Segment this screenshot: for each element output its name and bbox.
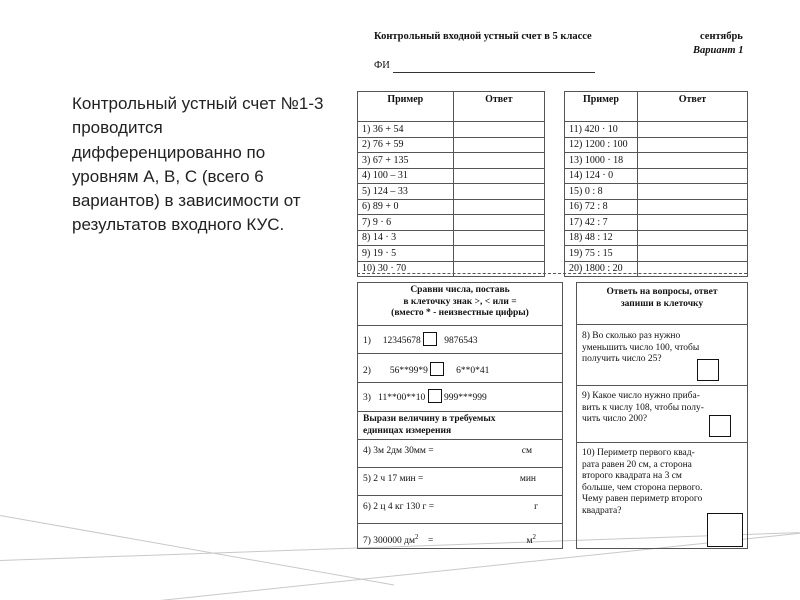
questions-header-line: запиши в клеточку: [620, 298, 704, 309]
example-cell: 6) 89 + 0: [358, 199, 454, 215]
dashed-separator: [357, 273, 747, 274]
convert-header: [358, 412, 562, 440]
question-line: чить число 200?: [582, 414, 648, 424]
answer-square[interactable]: [428, 389, 442, 403]
slide-caption: Контрольный устный счет №1-3 проводится дифференцированно по уровням А, В, С (всего 6 вариантов) в зависимости от результатов входного КУС.: [72, 94, 324, 235]
table-row: [565, 153, 748, 169]
examples-table-right: [564, 91, 748, 277]
item-number: 3): [363, 393, 371, 403]
questions-block: [576, 282, 748, 549]
name-label: ФИ: [374, 60, 390, 71]
convert-unit: г: [534, 502, 538, 512]
example-cell: 11) 420 · 10: [565, 122, 638, 138]
convert-row: [358, 468, 562, 496]
answer-cell[interactable]: [453, 215, 544, 231]
table-row: [565, 199, 748, 215]
table-row: [358, 215, 545, 231]
convert-unit: см: [521, 446, 532, 456]
question-line: 8) Во сколько раз нужно: [582, 331, 681, 341]
table-row: [358, 153, 545, 169]
compare-right-value: 999***999: [443, 393, 487, 403]
example-cell: 9) 19 · 5: [358, 246, 454, 262]
answer-cell[interactable]: [453, 230, 544, 246]
item-number: 1): [363, 336, 371, 346]
compare-left-value: 11**00**10: [378, 393, 426, 403]
convert-header-line: Вырази величину в требуемых: [363, 414, 496, 424]
questions-header-line: Ответь на вопросы, ответ: [606, 287, 718, 297]
answer-cell[interactable]: [453, 199, 544, 215]
question-line: вить к числу 108, чтобы полу-: [582, 402, 704, 413]
convert-row: [358, 496, 562, 524]
convert-question: 5) 2 ч 17 мин =: [363, 474, 424, 484]
table-row: [565, 137, 748, 153]
answer-cell[interactable]: [637, 137, 747, 153]
answer-cell[interactable]: [637, 122, 747, 138]
answer-square[interactable]: [697, 359, 719, 381]
table-row: [565, 168, 748, 184]
convert-row: [358, 440, 562, 468]
table-row: [358, 246, 545, 262]
question-row: [577, 386, 747, 443]
examples-table-left: [357, 91, 545, 277]
example-cell: 3) 67 + 135: [358, 153, 454, 169]
convert-question: 7) 300000 дм: [363, 536, 416, 547]
answer-cell[interactable]: [637, 168, 747, 184]
answer-square[interactable]: [430, 362, 444, 376]
col-answer-header: Ответ: [637, 92, 747, 122]
question-line: 9) Какое число нужно приба-: [582, 391, 700, 401]
compare-row: [358, 354, 562, 383]
convert-row: [358, 524, 562, 549]
compare-header-line: Сравни числа, поставь: [410, 285, 510, 295]
worksheet-title: Контрольный входной устный счет в 5 классе: [374, 31, 592, 42]
example-cell: 13) 1000 · 18: [565, 153, 638, 169]
compare-header: [358, 283, 562, 326]
compare-row: [358, 383, 562, 412]
compare-left-value: 12345678: [382, 336, 421, 346]
question-line: квадрата?: [582, 505, 622, 516]
superscript: 2: [415, 533, 419, 541]
col-example-header: Пример: [565, 92, 638, 122]
question-line: второго квадрата на 3 см: [582, 471, 682, 481]
answer-cell[interactable]: [453, 168, 544, 184]
convert-unit: м: [526, 536, 533, 547]
superscript: 2: [532, 533, 536, 541]
table-row: [565, 184, 748, 200]
example-cell: 5) 124 – 33: [358, 184, 454, 200]
answer-cell[interactable]: [453, 184, 544, 200]
example-cell: 17) 42 : 7: [565, 215, 638, 231]
table-row: [358, 261, 545, 277]
question-line: больше, чем сторона первого.: [582, 482, 703, 493]
answer-cell[interactable]: [637, 199, 747, 215]
example-cell: 4) 100 – 31: [358, 168, 454, 184]
answer-cell[interactable]: [453, 246, 544, 262]
compare-convert-block: [357, 282, 563, 549]
table-row: [358, 122, 545, 138]
table-row: [565, 246, 748, 262]
example-cell: 1) 36 + 54: [358, 122, 454, 138]
answer-cell[interactable]: [637, 246, 747, 262]
convert-question: 6) 2 ц 4 кг 130 г =: [363, 502, 435, 512]
question-line: рата равен 20 см, а сторона: [582, 459, 692, 470]
example-cell: 14) 124 · 0: [565, 168, 638, 184]
example-cell: 2) 76 + 59: [358, 137, 454, 153]
example-cell: 19) 75 : 15: [565, 246, 638, 262]
example-cell: 16) 72 : 8: [565, 199, 638, 215]
equals-sign: =: [428, 536, 434, 547]
name-underline: [393, 72, 595, 73]
example-cell: 10) 30 · 70: [358, 261, 454, 277]
col-example-header: Пример: [358, 92, 454, 122]
table-row: [358, 184, 545, 200]
answer-cell[interactable]: [637, 215, 747, 231]
answer-cell[interactable]: [637, 184, 747, 200]
item-number: 2): [363, 366, 371, 376]
worksheet-month: сентябрь: [700, 31, 743, 42]
table-row: [565, 230, 748, 246]
col-answer-header: Ответ: [453, 92, 544, 122]
answer-cell[interactable]: [637, 153, 747, 169]
question-line: уменьшить число 100, чтобы: [582, 342, 700, 353]
answer-cell[interactable]: [637, 261, 747, 277]
answer-square[interactable]: [707, 513, 743, 547]
compare-left-value: 56**99*9: [389, 366, 428, 376]
convert-header-line: единицах измерения: [363, 425, 452, 436]
answer-cell[interactable]: [453, 261, 544, 277]
decorative-line: [0, 515, 394, 585]
question-line: получить число 25?: [582, 354, 662, 364]
answer-cell[interactable]: [453, 153, 544, 169]
example-cell: 12) 1200 : 100: [565, 137, 638, 153]
table-row: [358, 168, 545, 184]
worksheet-variant: Вариант 1: [693, 45, 744, 56]
table-row: [565, 215, 748, 231]
answer-square[interactable]: [709, 415, 731, 437]
table-row: [565, 261, 748, 277]
table-row: [358, 137, 545, 153]
answer-cell[interactable]: [637, 230, 747, 246]
example-cell: 15) 0 : 8: [565, 184, 638, 200]
answer-square[interactable]: [423, 332, 437, 346]
convert-unit: мин: [519, 474, 536, 484]
compare-right-value: 9876543: [444, 336, 478, 346]
compare-header-line: (вместо * - неизвестные цифры): [391, 308, 529, 318]
convert-question: 4) 3м 2дм 30мм =: [363, 446, 434, 456]
answer-cell[interactable]: [453, 122, 544, 138]
question-row: [577, 443, 747, 548]
questions-header: [577, 283, 747, 325]
compare-right-value: 6**0*41: [456, 366, 490, 376]
example-cell: 7) 9 · 6: [358, 215, 454, 231]
table-row: [565, 122, 748, 138]
question-line: 10) Периметр первого квад-: [582, 448, 695, 458]
question-row: [577, 325, 747, 386]
compare-row: [358, 326, 562, 354]
answer-cell[interactable]: [453, 137, 544, 153]
example-cell: 8) 14 · 3: [358, 230, 454, 246]
example-cell: 18) 48 : 12: [565, 230, 638, 246]
table-row: [358, 230, 545, 246]
question-line: Чему равен периметр второго: [582, 494, 703, 504]
example-cell: 20) 1800 : 20: [565, 261, 638, 277]
compare-header-line: в клеточку знак >, < или =: [403, 296, 517, 307]
table-row: [358, 199, 545, 215]
